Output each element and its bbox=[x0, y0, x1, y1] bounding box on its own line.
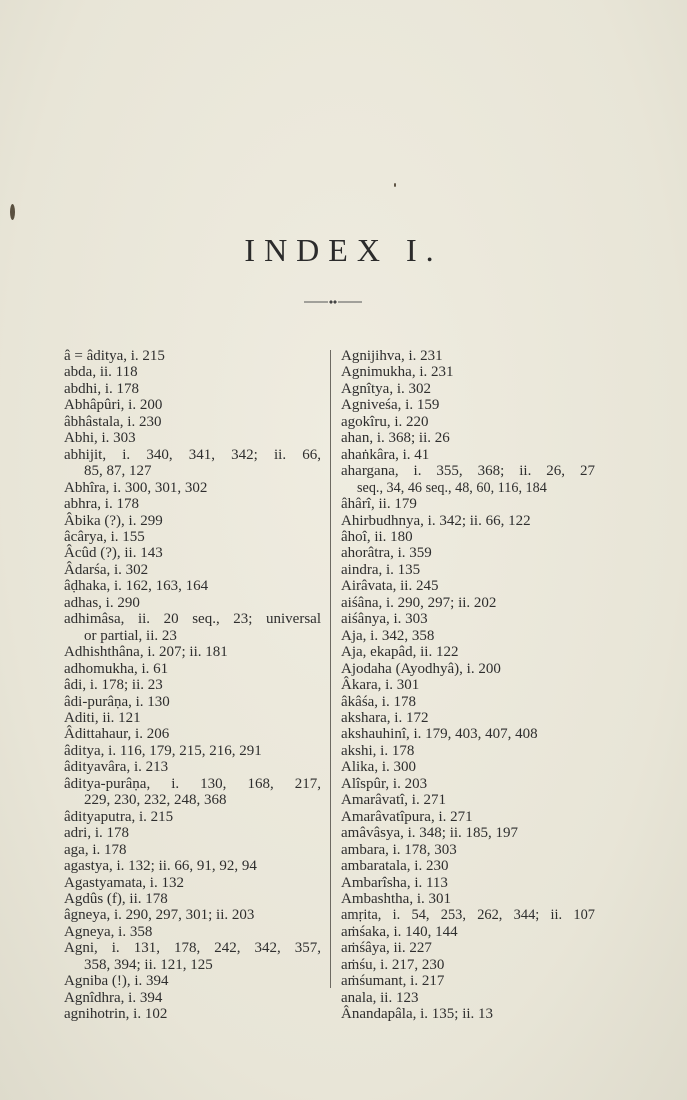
index-entry: Ambarîsha, i. 113 bbox=[341, 874, 448, 891]
index-entry: Agastyamata, i. 132 bbox=[64, 874, 184, 891]
column-divider bbox=[330, 350, 331, 988]
index-entry-continuation: seq., 34, 46 seq., 48, 60, 116, 184 bbox=[357, 479, 547, 496]
index-entry: adhimâsa, ii. 20 seq., 23; universal bbox=[64, 611, 321, 628]
index-entry: Abhi, i. 303 bbox=[64, 430, 136, 447]
index-entry: Alika, i. 300 bbox=[341, 759, 416, 776]
index-entry: Agnijihva, i. 231 bbox=[341, 348, 443, 364]
index-entry: abhijit, i. 340, 341, 342; ii. 66, bbox=[64, 446, 321, 463]
index-entry: âdityavâra, i. 213 bbox=[64, 759, 169, 776]
index-entry: Agniveśa, i. 159 bbox=[341, 397, 440, 414]
index-entry: âdityaputra, i. 215 bbox=[64, 808, 174, 825]
index-entry: Ajodaha (Ayodhyâ), i. 200 bbox=[341, 660, 501, 677]
index-entry: aiśâna, i. 290, 297; ii. 202 bbox=[341, 594, 497, 611]
index-entry: Âkara, i. 301 bbox=[341, 677, 420, 694]
index-entry: agnihotrin, i. 102 bbox=[64, 1006, 168, 1023]
index-entry: ahaṅkâra, i. 41 bbox=[341, 446, 430, 463]
page-title: INDEX I. bbox=[244, 232, 443, 268]
index-entry: Âbika (?), i. 299 bbox=[64, 512, 163, 529]
index-entry: Alîspûr, i. 203 bbox=[341, 775, 428, 792]
index-entry: agokîru, i. 220 bbox=[341, 413, 429, 430]
index-column-right bbox=[341, 348, 595, 1023]
index-entry: amâvâsya, i. 348; ii. 185, 197 bbox=[341, 825, 519, 842]
index-entry: Agniba (!), i. 394 bbox=[64, 973, 169, 990]
index-entry-continuation: 229, 230, 232, 248, 368 bbox=[84, 792, 227, 809]
index-entry: Agnîdhra, i. 394 bbox=[64, 989, 163, 1006]
index-entry: â = âditya, i. 215 bbox=[64, 348, 165, 364]
index-entry: ambaratala, i. 230 bbox=[341, 858, 449, 875]
index-entry: aṁśaka, i. 140, 144 bbox=[341, 923, 458, 940]
index-entry: âdi, i. 178; ii. 23 bbox=[64, 677, 163, 694]
index-entry: Abhîra, i. 300, 301, 302 bbox=[64, 479, 208, 496]
index-entry-continuation: 358, 394; ii. 121, 125 bbox=[84, 956, 213, 973]
index-entry: agastya, i. 132; ii. 66, 91, 92, 94 bbox=[64, 858, 257, 875]
index-entry: adri, i. 178 bbox=[64, 825, 129, 842]
index-entry: abdhi, i. 178 bbox=[64, 380, 139, 397]
index-entry: Airâvata, ii. 245 bbox=[341, 578, 439, 595]
index-entry: aga, i. 178 bbox=[64, 841, 127, 858]
index-entry: âhârî, ii. 179 bbox=[341, 496, 417, 513]
index-entry: aṁśâya, ii. 227 bbox=[341, 940, 432, 957]
index-entry: ambara, i. 178, 303 bbox=[341, 841, 457, 858]
index-entry: Agdûs (f), ii. 178 bbox=[64, 890, 168, 907]
index-entry: âdi-purâṇa, i. 130 bbox=[64, 693, 170, 710]
index-entry: Ânandapâla, i. 135; ii. 13 bbox=[341, 1006, 494, 1023]
index-entry: aindra, i. 135 bbox=[341, 561, 421, 578]
index-entry: akshauhinî, i. 179, 403, 407, 408 bbox=[341, 726, 538, 743]
index-entry: âgneya, i. 290, 297, 301; ii. 203 bbox=[64, 907, 255, 924]
index-entry: Agnimukha, i. 231 bbox=[341, 364, 454, 381]
ink-blot bbox=[10, 204, 15, 220]
index-entry: aṁśumant, i. 217 bbox=[341, 973, 445, 990]
title-ornament-rule bbox=[304, 298, 362, 306]
index-entry: âditya, i. 116, 179, 215, 216, 291 bbox=[64, 742, 262, 759]
index-entry: aiśânya, i. 303 bbox=[341, 611, 428, 628]
index-entry: âḍhaka, i. 162, 163, 164 bbox=[64, 578, 209, 595]
index-entry: anala, ii. 123 bbox=[341, 989, 419, 1006]
index-entry: adhas, i. 290 bbox=[64, 594, 140, 611]
index-entry: âbhâstala, i. 230 bbox=[64, 413, 162, 430]
index-entry: Aditi, ii. 121 bbox=[64, 709, 141, 726]
index-entry: adhomukha, i. 61 bbox=[64, 660, 169, 677]
index-entry: Agneya, i. 358 bbox=[64, 923, 153, 940]
index-entry: abhra, i. 178 bbox=[64, 496, 139, 513]
index-entry-continuation: 85, 87, 127 bbox=[84, 463, 152, 480]
index-entry: âcârya, i. 155 bbox=[64, 528, 145, 545]
index-entry: âditya-purâṇa, i. 130, 168, 217, bbox=[64, 775, 321, 792]
ink-speck bbox=[394, 183, 396, 187]
index-entry: ahan, i. 368; ii. 26 bbox=[341, 430, 450, 447]
index-entry: âkâśa, i. 178 bbox=[341, 693, 416, 710]
index-entry-continuation: or partial, ii. 23 bbox=[84, 627, 177, 644]
index-entry: akshi, i. 178 bbox=[341, 742, 415, 759]
index-entry: amṛita, i. 54, 253, 262, 344; ii. 107 bbox=[341, 907, 595, 924]
index-entry: Amarâvatî, i. 271 bbox=[341, 792, 446, 809]
index-entry: Âcûd (?), ii. 143 bbox=[64, 545, 163, 562]
index-entry: Aja, ekapâd, ii. 122 bbox=[341, 644, 459, 661]
index-entry: Adhishthâna, i. 207; ii. 181 bbox=[64, 644, 228, 661]
index-entry: Agni, i. 131, 178, 242, 342, 357, bbox=[64, 940, 321, 957]
index-entry: aṁśu, i. 217, 230 bbox=[341, 956, 445, 973]
index-entry: Ambashtha, i. 301 bbox=[341, 890, 451, 907]
index-entry: Aja, i. 342, 358 bbox=[341, 627, 435, 644]
index-column-left bbox=[64, 348, 321, 1023]
index-entry: âhoî, ii. 180 bbox=[341, 528, 413, 545]
index-entry: ahargana, i. 355, 368; ii. 26, 27 bbox=[341, 463, 595, 480]
index-entry: Abhâpûri, i. 200 bbox=[64, 397, 163, 414]
index-entry: Agnîtya, i. 302 bbox=[341, 380, 431, 397]
index-entry: Âdittahaur, i. 206 bbox=[64, 726, 170, 743]
index-entry: Amarâvatîpura, i. 271 bbox=[341, 808, 473, 825]
index-entry: ahorâtra, i. 359 bbox=[341, 545, 432, 562]
index-entry: Âdarśa, i. 302 bbox=[64, 561, 149, 578]
index-entry: abda, ii. 118 bbox=[64, 364, 138, 381]
index-entry: akshara, i. 172 bbox=[341, 709, 429, 726]
index-entry: Ahirbudhnya, i. 342; ii. 66, 122 bbox=[341, 512, 531, 529]
